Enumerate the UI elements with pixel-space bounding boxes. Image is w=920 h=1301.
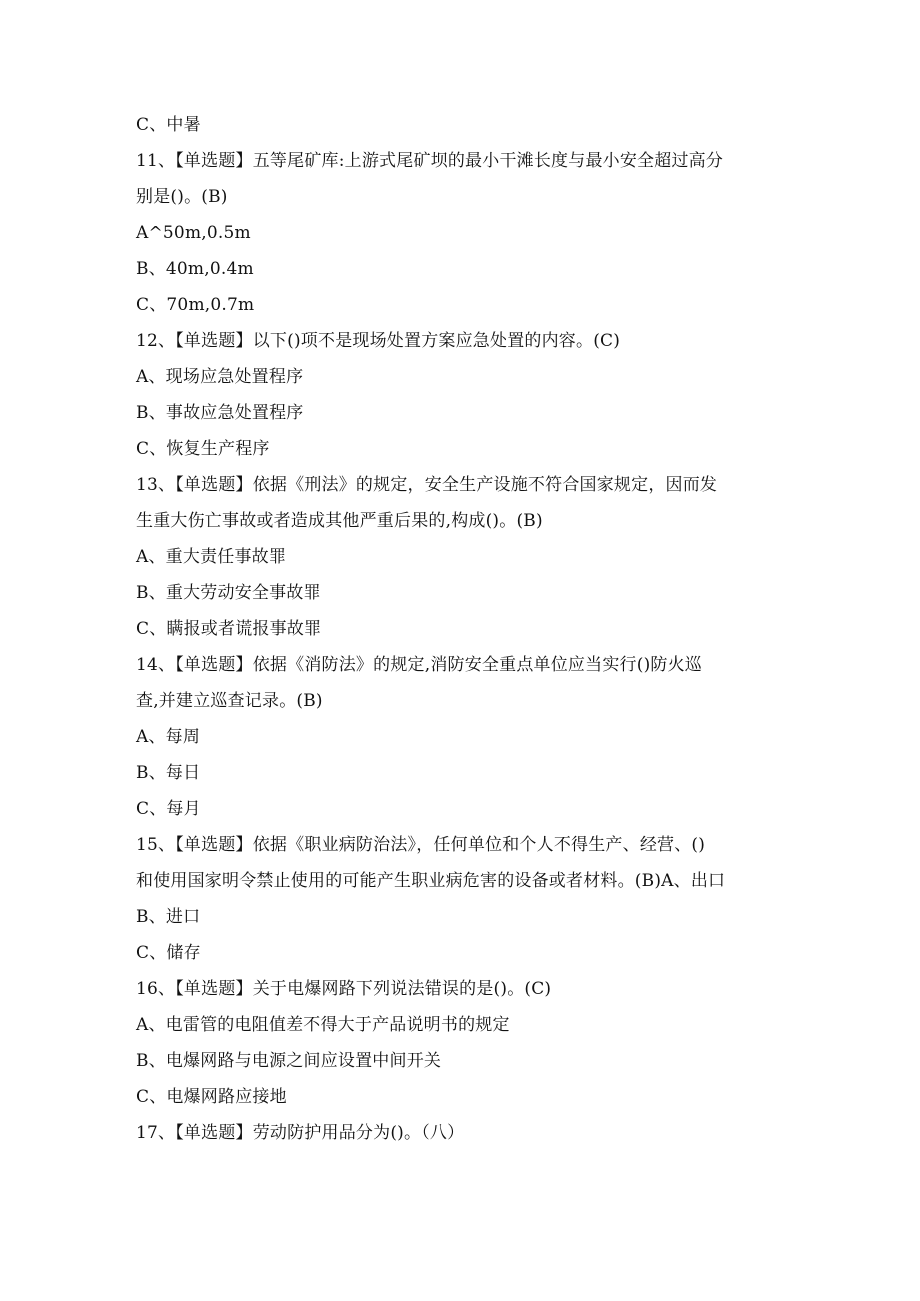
option-line: A、电雷管的电阻值差不得大于产品说明书的规定 (136, 1015, 510, 1035)
question-line: 15、【单选题】依据《职业病防治法》，任何单位和个人不得生产、经营、() (136, 835, 706, 855)
question-line: 11、【单选题】五等尾矿库:上游式尾矿坝的最小干滩长度与最小安全超过高分 (136, 151, 724, 171)
question-line: 和使用国家明令禁止使用的可能产生职业病危害的设备或者材料。(B)A、出口 (136, 871, 726, 891)
question-line: 14、【单选题】依据《消防法》的规定,消防安全重点单位应当实行()防火巡 (136, 655, 702, 675)
question-line: 16、【单选题】关于电爆网路下列说法错误的是()。(C) (136, 979, 552, 999)
option-line: C、储存 (136, 943, 201, 963)
option-line: B、40m,0.4m (136, 259, 254, 279)
option-line: C、中暑 (136, 115, 201, 135)
question-line: 别是()。(B) (136, 187, 228, 207)
option-line: C、恢复生产程序 (136, 439, 270, 459)
option-line: C、每月 (136, 799, 201, 819)
option-line: B、重大劳动安全事故罪 (136, 583, 321, 603)
option-line: A、重大责任事故罪 (136, 547, 287, 567)
option-line: B、电爆网路与电源之间应设置中间开关 (136, 1051, 442, 1071)
option-line: B、事故应急处置程序 (136, 403, 304, 423)
option-line: C、70m,0.7m (136, 295, 255, 315)
option-line: A、现场应急处置程序 (136, 367, 304, 387)
question-line: 17、【单选题】劳动防护用品分为()。（八） (136, 1123, 465, 1143)
question-line: 13、【单选题】依据《刑法》的规定，安全生产设施不符合国家规定，因而发 (136, 475, 718, 495)
option-line: A、每周 (136, 727, 201, 747)
option-line: A^50m,0.5m (136, 223, 251, 243)
option-line: C、电爆网路应接地 (136, 1087, 287, 1107)
question-line: 生重大伤亡事故或者造成其他严重后果的,构成()。(B) (136, 511, 543, 531)
option-line: B、每日 (136, 763, 201, 783)
question-line: 查,并建立巡查记录。(B) (136, 691, 323, 711)
option-line: C、瞒报或者谎报事故罪 (136, 619, 322, 639)
option-line: B、进口 (136, 907, 201, 927)
question-line: 12、【单选题】以下()项不是现场处置方案应急处置的内容。(C) (136, 331, 621, 351)
